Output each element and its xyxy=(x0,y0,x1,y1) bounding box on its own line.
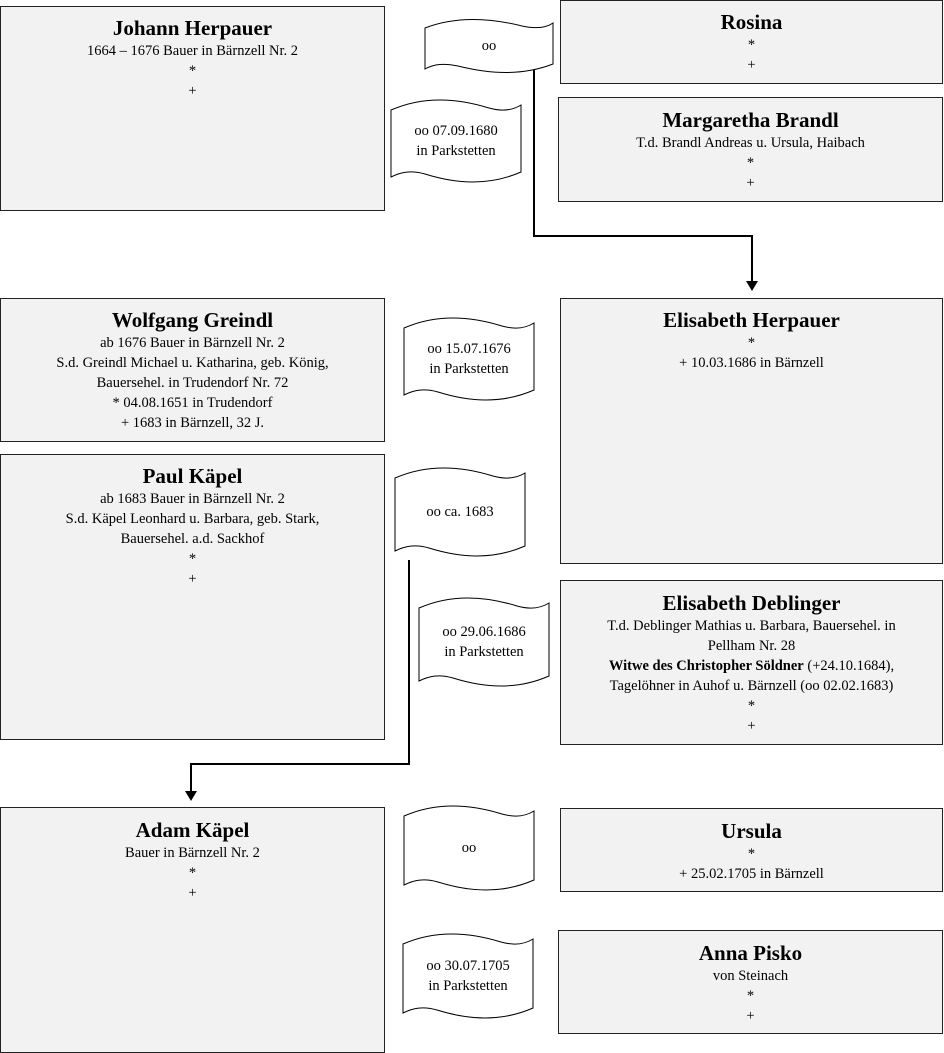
person-elisabeth-herpauer xyxy=(560,298,943,564)
marriage-date: oo 07.09.1680 xyxy=(414,123,498,139)
marriage-tag xyxy=(390,100,522,182)
person-detail: Tagelöhner in Auhof u. Bärnzell (oo 02.02.1683) xyxy=(609,678,894,694)
person-name: Elisabeth Herpauer xyxy=(663,308,840,332)
person-death: + xyxy=(747,718,756,734)
person-detail: Bauersehel. in Trudendorf Nr. 72 xyxy=(96,375,289,391)
person-detail: T.d. Deblinger Mathias u. Barbara, Bauersehel. in xyxy=(607,618,896,634)
person-elisabeth-deblinger xyxy=(560,580,943,745)
person-rosina xyxy=(560,0,943,84)
person-death: + 10.03.1686 in Bärnzell xyxy=(679,355,824,371)
person-name: Rosina xyxy=(720,10,783,34)
marriage-tag xyxy=(424,20,554,72)
person-death: + xyxy=(188,885,197,901)
person-detail: T.d. Brandl Andreas u. Ursula, Haibach xyxy=(636,135,865,151)
person-death: + xyxy=(188,571,197,587)
person-birth: * xyxy=(747,37,756,53)
person-birth: * xyxy=(747,698,756,714)
person-death: + xyxy=(746,1008,755,1024)
person-widow-line xyxy=(561,656,942,676)
person-detail: Bauer in Bärnzell Nr. 2 xyxy=(125,845,260,861)
person-name: Johann Herpauer xyxy=(112,16,273,40)
person-death: + 1683 in Bärnzell, 32 J. xyxy=(120,415,265,431)
marriage-tag xyxy=(394,468,526,556)
person-name: Paul Käpel xyxy=(142,464,243,488)
person-anna-pisko xyxy=(558,930,943,1034)
person-name: Ursula xyxy=(721,819,782,843)
marriage-place: in Parkstetten xyxy=(444,644,524,660)
person-birth: * xyxy=(747,335,756,351)
person-birth: * 04.08.1651 in Trudendorf xyxy=(112,395,273,411)
person-wolfgang-greindl xyxy=(0,298,385,442)
person-detail: Pellham Nr. 28 xyxy=(707,638,796,654)
marriage-date: oo 29.06.1686 xyxy=(442,624,526,640)
marriage-place: in Parkstetten xyxy=(416,143,496,159)
marriage-place: in Parkstetten xyxy=(428,978,508,994)
person-name: Margaretha Brandl xyxy=(662,108,839,132)
marriage-tag xyxy=(403,318,535,400)
person-detail: S.d. Greindl Michael u. Katharina, geb. König, xyxy=(56,355,329,371)
marriage-tag xyxy=(418,598,550,686)
marriage-date: oo 30.07.1705 xyxy=(426,958,510,974)
person-ursula xyxy=(560,808,943,892)
person-detail: Bauersehel. a.d. Sackhof xyxy=(120,531,265,547)
marriage-date: oo 15.07.1676 xyxy=(427,341,511,357)
person-adam-kaepel xyxy=(0,807,385,1053)
person-detail: 1664 – 1676 Bauer in Bärnzell Nr. 2 xyxy=(86,43,298,59)
person-birth: * xyxy=(746,155,755,171)
marriage-text: oo xyxy=(461,840,477,856)
person-detail: S.d. Käpel Leonhard u. Barbara, geb. Stark, xyxy=(65,511,320,527)
person-name: Wolfgang Greindl xyxy=(111,308,274,332)
person-name: Adam Käpel xyxy=(135,818,250,842)
person-birth: * xyxy=(747,846,756,862)
person-birth: * xyxy=(188,551,197,567)
marriage-tag xyxy=(402,934,534,1018)
person-birth: * xyxy=(188,63,197,79)
person-johann-herpauer xyxy=(0,6,385,211)
person-birth: * xyxy=(746,988,755,1004)
person-detail: von Steinach xyxy=(712,968,789,984)
person-paul-kaepel xyxy=(0,454,385,740)
marriage-date: oo ca. 1683 xyxy=(426,504,494,520)
person-detail: ab 1676 Bauer in Bärnzell Nr. 2 xyxy=(100,335,285,351)
person-name: Elisabeth Deblinger xyxy=(662,591,841,615)
person-death: + xyxy=(188,83,197,99)
person-death: + xyxy=(747,57,756,73)
person-birth: * xyxy=(188,865,197,881)
person-detail: ab 1683 Bauer in Bärnzell Nr. 2 xyxy=(100,491,285,507)
person-margaretha-brandl xyxy=(558,97,943,202)
person-death: + xyxy=(746,175,755,191)
widow-name: Witwe des Christopher Söldner xyxy=(608,658,804,674)
widow-date: (+24.10.1684), xyxy=(803,658,895,674)
person-death: + 25.02.1705 in Bärnzell xyxy=(679,866,824,882)
marriage-place: in Parkstetten xyxy=(429,361,509,377)
marriage-text: oo xyxy=(481,38,497,54)
person-name: Anna Pisko xyxy=(698,941,803,965)
marriage-tag xyxy=(403,806,535,890)
